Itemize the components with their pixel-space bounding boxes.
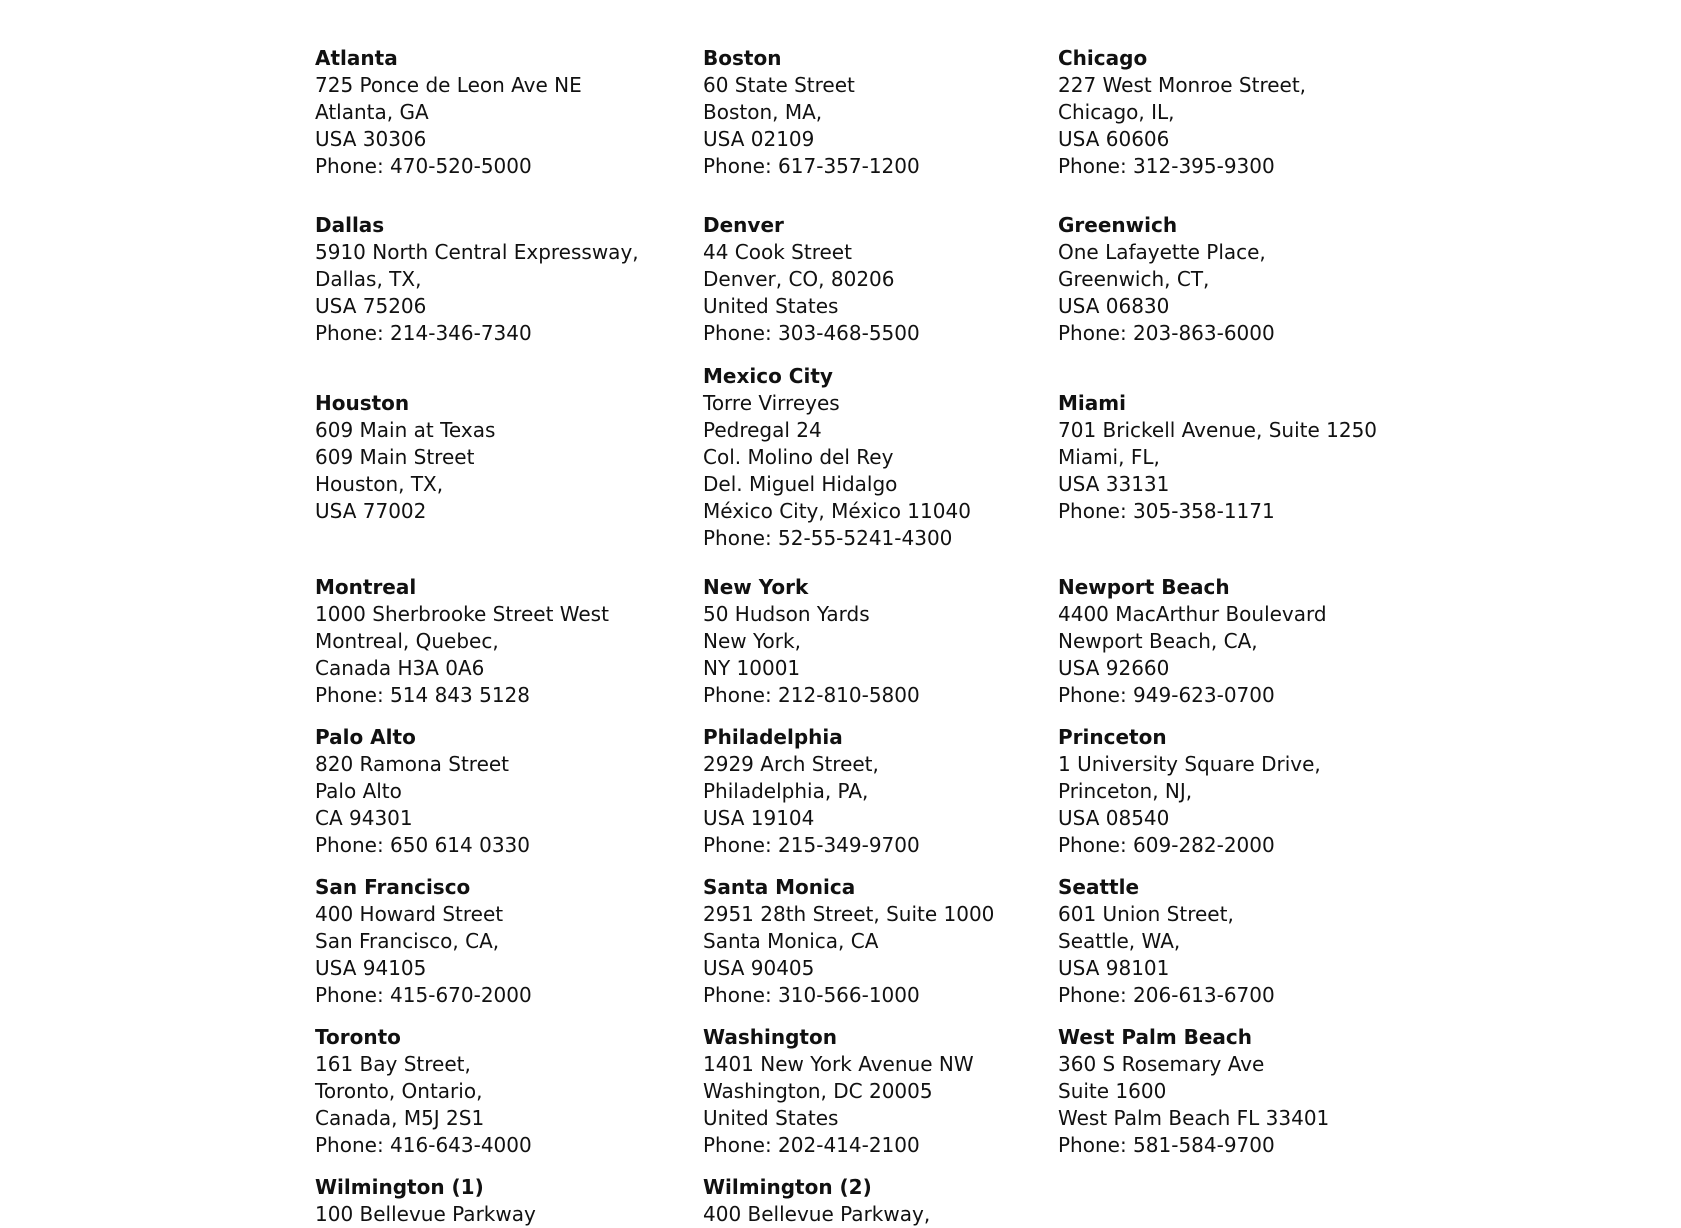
office-address-line: 44 Cook Street: [703, 240, 852, 264]
office-dallas: [315, 212, 639, 347]
office-city: Chicago: [1058, 46, 1148, 70]
office-washington: [703, 1024, 974, 1159]
office-address-line: 161 Bay Street,: [315, 1052, 471, 1076]
office-city: Greenwich: [1058, 213, 1178, 237]
office-montreal: [315, 574, 609, 709]
office-city: Montreal: [315, 575, 417, 599]
office-address-line: USA 98101: [1058, 956, 1170, 980]
office-address-line: 1401 New York Avenue NW: [703, 1052, 974, 1076]
office-address-line: Toronto, Ontario,: [315, 1079, 483, 1103]
office-newport-beach: [1058, 574, 1327, 709]
office-address-line: USA 19104: [703, 806, 815, 830]
office-address-line: Canada H3A 0A6: [315, 656, 485, 680]
office-city: Seattle: [1058, 875, 1140, 899]
office-address-line: Col. Molino del Rey: [703, 445, 894, 469]
office-address-line: USA 60606: [1058, 127, 1170, 151]
office-city: Atlanta: [315, 46, 398, 70]
office-address-line: Greenwich, CT,: [1058, 267, 1210, 291]
office-princeton: [1058, 724, 1321, 859]
office-address-line: 360 S Rosemary Ave: [1058, 1052, 1265, 1076]
office-address-line: USA 33131: [1058, 472, 1170, 496]
office-address-line: USA 92660: [1058, 656, 1170, 680]
office-address-line: USA 75206: [315, 294, 427, 318]
office-address-line: One Lafayette Place,: [1058, 240, 1266, 264]
office-address-line: United States: [703, 294, 839, 318]
office-phone: Phone: 310-566-1000: [703, 983, 920, 1007]
office-city: Houston: [315, 391, 410, 415]
office-phone: Phone: 949-623-0700: [1058, 683, 1275, 707]
office-address-line: Santa Monica, CA: [703, 929, 879, 953]
office-miami: [1058, 390, 1377, 525]
office-address-line: San Francisco, CA,: [315, 929, 500, 953]
office-phone: Phone: 617-357-1200: [703, 154, 920, 178]
office-santa-monica: [703, 874, 994, 1009]
office-greenwich: [1058, 212, 1275, 347]
office-address-line: 50 Hudson Yards: [703, 602, 870, 626]
office-address-line: Philadelphia, PA,: [703, 779, 869, 803]
office-phone: Phone: 215-349-9700: [703, 833, 920, 857]
office-city: Dallas: [315, 213, 385, 237]
office-address-line: USA 77002: [315, 499, 427, 523]
office-address-line: Denver, CO, 80206: [703, 267, 895, 291]
office-address-line: 601 Union Street,: [1058, 902, 1234, 926]
office-address-line: Boston, MA,: [703, 100, 823, 124]
office-address-line: 1000 Sherbrooke Street West: [315, 602, 609, 626]
office-phone: Phone: 303-468-5500: [703, 321, 920, 345]
office-address-line: CA 94301: [315, 806, 413, 830]
office-address-line: 2929 Arch Street,: [703, 752, 879, 776]
office-phone: Phone: 581-584-9700: [1058, 1133, 1275, 1157]
office-chicago: [1058, 45, 1306, 180]
office-address-line: West Palm Beach FL 33401: [1058, 1106, 1330, 1130]
office-address-line: 60 State Street: [703, 73, 855, 97]
office-address-line: Newport Beach, CA,: [1058, 629, 1258, 653]
office-wilmington-2: [703, 1174, 930, 1228]
office-palo-alto: [315, 724, 530, 859]
office-phone: Phone: 312-395-9300: [1058, 154, 1275, 178]
office-city: Washington: [703, 1025, 837, 1049]
office-address-line: USA 08540: [1058, 806, 1170, 830]
office-phone: Phone: 202-414-2100: [703, 1133, 920, 1157]
office-address-line: México City, México 11040: [703, 499, 971, 523]
office-address-line: Princeton, NJ,: [1058, 779, 1193, 803]
office-address-line: 400 Howard Street: [315, 902, 504, 926]
office-philadelphia: [703, 724, 920, 859]
office-new-york: [703, 574, 920, 709]
office-phone: Phone: 206-613-6700: [1058, 983, 1275, 1007]
office-phone: Phone: 212-810-5800: [703, 683, 920, 707]
office-city: Toronto: [315, 1025, 401, 1049]
office-city: Princeton: [1058, 725, 1167, 749]
office-address-line: 820 Ramona Street: [315, 752, 510, 776]
office-address-line: Montreal, Quebec,: [315, 629, 499, 653]
office-address-line: Palo Alto: [315, 779, 402, 803]
office-address-line: USA 30306: [315, 127, 427, 151]
office-phone: Phone: 470-520-5000: [315, 154, 532, 178]
office-phone: Phone: 650 614 0330: [315, 833, 531, 857]
office-city: Palo Alto: [315, 725, 416, 749]
office-address-line: 609 Main at Texas: [315, 418, 496, 442]
office-atlanta: [315, 45, 582, 180]
office-city: Miami: [1058, 391, 1126, 415]
office-phone: Phone: 203-863-6000: [1058, 321, 1275, 345]
office-address-line: 100 Bellevue Parkway: [315, 1202, 536, 1226]
office-houston: [315, 390, 495, 525]
office-city: Newport Beach: [1058, 575, 1230, 599]
office-address-line: 1 University Square Drive,: [1058, 752, 1321, 776]
office-phone: Phone: 416-643-4000: [315, 1133, 532, 1157]
office-address-line: New York,: [703, 629, 801, 653]
office-address-line: United States: [703, 1106, 839, 1130]
office-phone: Phone: 52-55-5241-4300: [703, 526, 953, 550]
office-address-line: NY 10001: [703, 656, 801, 680]
office-address-line: USA 02109: [703, 127, 815, 151]
office-city: San Francisco: [315, 875, 471, 899]
office-seattle: [1058, 874, 1275, 1009]
office-address-line: 725 Ponce de Leon Ave NE: [315, 73, 582, 97]
office-phone: Phone: 514 843 5128: [315, 683, 531, 707]
office-address-line: Miami, FL,: [1058, 445, 1160, 469]
office-address-line: USA 94105: [315, 956, 427, 980]
office-city: Wilmington (1): [315, 1175, 484, 1199]
office-city: Denver: [703, 213, 784, 237]
office-address-line: Canada, M5J 2S1: [315, 1106, 485, 1130]
office-address-line: 400 Bellevue Parkway,: [703, 1202, 931, 1226]
office-address-line: Seattle, WA,: [1058, 929, 1181, 953]
office-address-line: Dallas, TX,: [315, 267, 422, 291]
office-address-line: Del. Miguel Hidalgo: [703, 472, 898, 496]
office-address-line: USA 06830: [1058, 294, 1170, 318]
office-phone: Phone: 415-670-2000: [315, 983, 532, 1007]
office-address-line: Washington, DC 20005: [703, 1079, 933, 1103]
office-city: Santa Monica: [703, 875, 856, 899]
office-city: Wilmington (2): [703, 1175, 872, 1199]
office-city: Philadelphia: [703, 725, 843, 749]
office-address-line: Atlanta, GA: [315, 100, 429, 124]
office-address-line: USA 90405: [703, 956, 815, 980]
office-address-line: 701 Brickell Avenue, Suite 1250: [1058, 418, 1378, 442]
office-denver: [703, 212, 920, 347]
office-west-palm-beach: [1058, 1024, 1329, 1159]
office-city: Mexico City: [703, 364, 833, 388]
office-phone: Phone: 609-282-2000: [1058, 833, 1275, 857]
office-address-line: 227 West Monroe Street,: [1058, 73, 1307, 97]
office-san-francisco: [315, 874, 532, 1009]
office-address-line: Houston, TX,: [315, 472, 444, 496]
office-address-line: Chicago, IL,: [1058, 100, 1175, 124]
office-phone: Phone: 305-358-1171: [1058, 499, 1275, 523]
office-city: West Palm Beach: [1058, 1025, 1253, 1049]
office-address-line: Suite 1600: [1058, 1079, 1167, 1103]
office-toronto: [315, 1024, 532, 1159]
office-city: Boston: [703, 46, 782, 70]
office-boston: [703, 45, 920, 180]
office-mexico-city: [703, 363, 971, 552]
office-address-line: 609 Main Street: [315, 445, 475, 469]
office-address-line: 2951 28th Street, Suite 1000: [703, 902, 995, 926]
office-address-line: 5910 North Central Expressway,: [315, 240, 639, 264]
office-address-line: 4400 MacArthur Boulevard: [1058, 602, 1327, 626]
office-city: New York: [703, 575, 809, 599]
office-phone: Phone: 214-346-7340: [315, 321, 532, 345]
office-wilmington-1: [315, 1174, 536, 1228]
office-address-line: Torre Virreyes: [703, 391, 840, 415]
office-address-line: Pedregal 24: [703, 418, 822, 442]
